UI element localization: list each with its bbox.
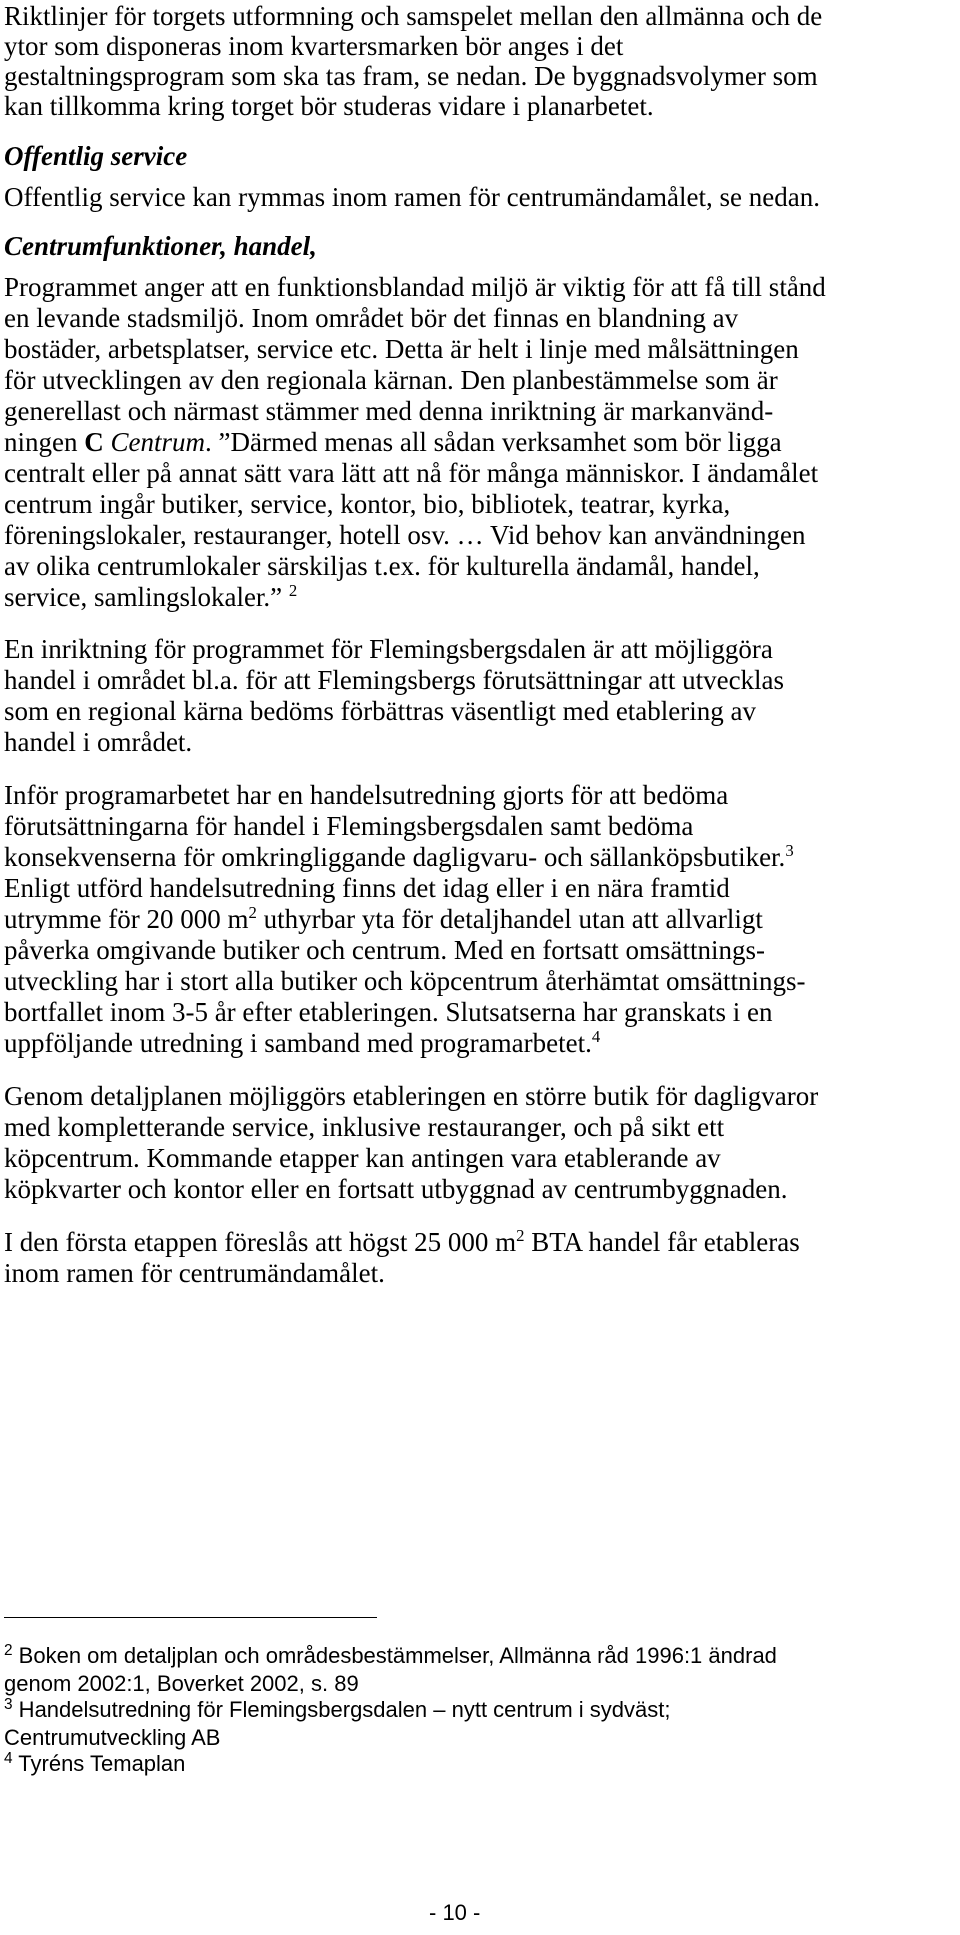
forsta-line-1 xyxy=(4,1226,800,1259)
footnote-ref-2: 2 xyxy=(288,580,298,600)
square-meter-sup-2: 2 xyxy=(516,1225,525,1245)
inriktning-line-3: som en regional kärna bedöms förbättras väsentligt med etablering av xyxy=(4,696,757,726)
heading-centrumfunktioner: Centrumfunktioner, handel, xyxy=(4,231,317,261)
footnote-4-line-1 xyxy=(4,1751,185,1780)
genom-line-2: med kompletterande service, inklusive restauranger, och på sikt ett xyxy=(4,1112,725,1142)
centrum-line-5: generellast och närmast stämmer med denna inriktning är markanvänd- xyxy=(4,396,774,426)
intro-line-2: ytor som disponeras inom kvartersmarken bör anges i det xyxy=(4,31,624,61)
footnote-separator xyxy=(4,1617,377,1618)
intro-line-4: kan tillkomma kring torget bör studeras vidare i planarbetet. xyxy=(4,91,654,121)
footnote-2-number: 2 xyxy=(4,1641,13,1659)
forsta-line-1-text: I den första etappen föreslås att högst 25 000 m xyxy=(4,1227,517,1257)
infor-line-9 xyxy=(4,1027,600,1060)
centrum-letter-c: C xyxy=(84,427,104,457)
footnote-4-number: 4 xyxy=(4,1749,13,1767)
centrum-line-6-text: ningen xyxy=(4,427,85,457)
centrum-line-9: föreningslokaler, restauranger, hotell osv. … Vid behov kan användningen xyxy=(4,520,806,550)
offentlig-line-1: Offentlig service kan rymmas inom ramen för centrumändamålet, se nedan. xyxy=(4,182,820,212)
infor-line-9-text: uppföljande utredning i samband med programarbetet. xyxy=(4,1028,592,1058)
infor-line-3-text: konsekvenserna för omkringliggande dagligvaru- och sällanköpsbutiker. xyxy=(4,842,786,872)
square-meter-sup: 2 xyxy=(248,902,257,922)
footnote-3-line-1 xyxy=(4,1697,670,1726)
centrum-word-centrum: Centrum xyxy=(103,427,205,457)
centrum-line-1: Programmet anger att en funktionsblandad miljö är viktig för att få till stånd xyxy=(4,272,826,302)
genom-line-3: köpcentrum. Kommande etapper kan antingen vara etablerande av xyxy=(4,1143,721,1173)
footnote-2-text: Boken om detaljplan och områdesbestämmelser, Allmänna råd 1996:1 ändrad xyxy=(12,1643,777,1668)
centrum-line-4: för utvecklingen av den regionala kärnan. Den planbestämmelse som är xyxy=(4,365,778,395)
heading-offentlig-service: Offentlig service xyxy=(4,141,188,171)
infor-line-1: Inför programarbetet har en handelsutredning gjorts för att bedöma xyxy=(4,780,729,810)
infor-line-3 xyxy=(4,841,794,874)
genom-line-4: köpkvarter och kontor eller en fortsatt utbyggnad av centrumbyggnaden. xyxy=(4,1174,788,1204)
page-number: - 10 - xyxy=(429,1900,481,1925)
intro-line-1: Riktlinjer för torgets utformning och samspelet mellan den allmänna och de xyxy=(4,1,823,31)
infor-line-4: Enligt utförd handelsutredning finns det idag eller i en nära framtid xyxy=(4,873,730,903)
centrum-line-10: av olika centrumlokaler särskiljas t.ex. för kulturella ändamål, handel, xyxy=(4,551,760,581)
infor-line-5-rest: uthyrbar yta för detaljhandel utan att allvarligt xyxy=(256,904,763,934)
footnote-2-line-1 xyxy=(4,1643,777,1672)
inriktning-line-4: handel i området. xyxy=(4,727,193,757)
centrum-line-11 xyxy=(4,581,297,614)
forsta-line-2: inom ramen för centrumändamålet. xyxy=(4,1258,385,1288)
centrum-line-7: centralt eller på annat sätt vara lätt att nå för många människor. I ändamålet xyxy=(4,458,819,488)
infor-line-6: påverka omgivande butiker och centrum. Med en fortsatt omsättnings- xyxy=(4,935,766,965)
footnote-4-text: Tyréns Temaplan xyxy=(12,1751,186,1776)
centrum-line-6-rest: . ”Därmed menas all sådan verksamhet som bör ligga xyxy=(205,427,782,457)
infor-line-7: utveckling har i stort alla butiker och köpcentrum återhämtat omsättnings- xyxy=(4,966,806,996)
centrum-line-8: centrum ingår butiker, service, kontor, bio, bibliotek, teatrar, kyrka, xyxy=(4,489,731,519)
infor-line-8: bortfallet inom 3-5 år efter etableringen. Slutsatserna har granskats i en xyxy=(4,997,773,1027)
centrum-line-3: bostäder, arbetsplatser, service etc. Detta är helt i linje med målsättningen xyxy=(4,334,799,364)
forsta-line-1-rest: BTA handel får etableras xyxy=(524,1227,800,1257)
infor-line-2: förutsättningarna för handel i Flemingsbergsdalen samt bedöma xyxy=(4,811,694,841)
centrum-line-11-text: service, samlingslokaler.” xyxy=(4,582,289,612)
footnote-ref-3: 3 xyxy=(785,840,794,860)
footnote-3-text: Handelsutredning för Flemingsbergsdalen – nytt centrum i sydväst; xyxy=(12,1697,671,1722)
genom-line-1: Genom detaljplanen möjliggörs etableringen en större butik för dagligvaror xyxy=(4,1081,819,1111)
centrum-line-6 xyxy=(4,426,782,459)
inriktning-line-1: En inriktning för programmet för Flemingsbergsdalen är att möjliggöra xyxy=(4,634,773,664)
centrum-line-2: en levande stadsmiljö. Inom området bör det finnas en blandning av xyxy=(4,303,739,333)
infor-line-5 xyxy=(4,903,763,936)
inriktning-line-2: handel i området bl.a. för att Flemingsbergs förutsättningar att utvecklas xyxy=(4,665,785,695)
footnote-ref-4: 4 xyxy=(591,1026,601,1046)
footnote-3-line-2: Centrumutveckling AB xyxy=(4,1725,221,1750)
infor-line-5-text: utrymme för 20 000 m xyxy=(4,904,249,934)
intro-line-3: gestaltningsprogram som ska tas fram, se nedan. De byggnadsvolymer som xyxy=(4,61,818,91)
footnote-3-number: 3 xyxy=(4,1695,13,1713)
footnote-2-line-2: genom 2002:1, Boverket 2002, s. 89 xyxy=(4,1671,359,1696)
